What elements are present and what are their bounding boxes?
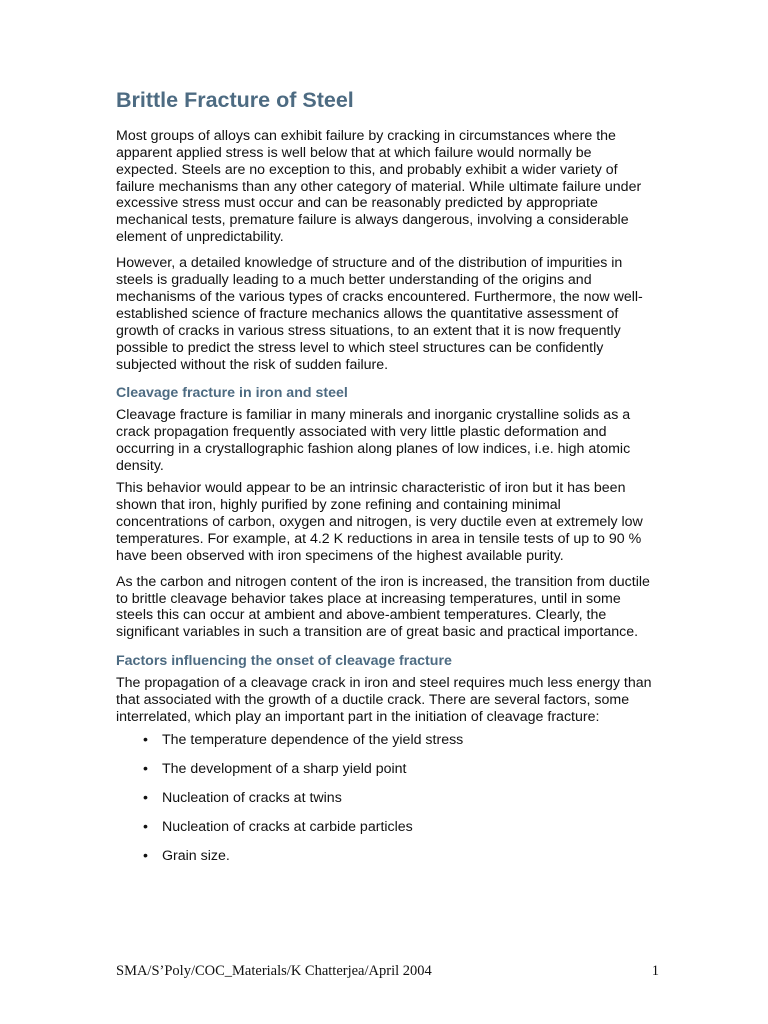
- list-item: [116, 848, 656, 865]
- cleavage-paragraph-2: This behavior would appear to be an intrinsic characteristic of iron but it has been shown that iron, highly purified by zone refining and containing minimal concentrations of carbon, oxygen and nitrogen, is very ductile even at extremely low temperatures. For example, at 4.2 K reductions in area in tensile tests of up to 90 % have been observed with iron specimens of the highest available purity.: [116, 480, 643, 564]
- bullet-icon: •: [143, 789, 148, 806]
- page-title: Brittle Fracture of Steel: [116, 88, 354, 112]
- page-number: 1: [651, 963, 659, 979]
- bullet-icon: •: [143, 847, 148, 864]
- factors-paragraph: The propagation of a cleavage crack in iron and steel requires much less energy than that associated with the growth of a ductile crack. There are several factors, some interrelated, which play an important part in the initiation of cleavage fracture:: [116, 675, 652, 726]
- footer-citation: SMA/S’Poly/COC_Materials/K Chatterjea/April 2004: [116, 963, 432, 979]
- list-item-text: Grain size.: [162, 847, 230, 864]
- cleavage-paragraph-3: As the carbon and nitrogen content of the iron is increased, the transition from ductile to brittle cleavage behavior takes place at increasing temperatures, until in some steels this can occur at ambient and above-ambient temperatures. Clearly, the significant variables in such a transition are of great basic and practical importance.: [116, 573, 650, 641]
- document-page: [116, 88, 656, 877]
- list-item-text: Nucleation of cracks at carbide particles: [162, 818, 413, 835]
- cleavage-paragraph-1: Cleavage fracture is familiar in many minerals and inorganic crystalline solids as a crack propagation frequently associated with very little plastic deformation and occurring in a crystallographic fashion along planes of low indices, i.e. high atomic density.: [116, 407, 631, 475]
- bullet-icon: •: [143, 818, 148, 835]
- section-heading-cleavage: Cleavage fracture in iron and steel: [116, 385, 348, 402]
- factors-list: [116, 732, 656, 865]
- bullet-icon: •: [143, 760, 148, 777]
- bullet-icon: •: [143, 731, 148, 748]
- list-item-text: The development of a sharp yield point: [162, 760, 407, 777]
- list-item: [116, 732, 656, 749]
- intro-paragraph-2: However, a detailed knowledge of structure and of the distribution of impurities in steels is gradually leading to a much better understanding of the origins and mechanisms of the various types of cracks encountered. Furthermore, the now well-established science of fracture mechanics allows the quantitative assessment of growth of cracks in various stress situations, to an extent that it is now frequently possible to predict the stress level to which steel structures can be confidently subjected without the risk of sudden failure.: [116, 255, 643, 373]
- list-item: [116, 761, 656, 778]
- list-item: [116, 819, 656, 836]
- list-item-text: The temperature dependence of the yield stress: [162, 731, 464, 748]
- list-item-text: Nucleation of cracks at twins: [162, 789, 342, 806]
- section-heading-factors: Factors influencing the onset of cleavage fracture: [116, 653, 452, 670]
- list-item: [116, 790, 656, 807]
- intro-paragraph-1: Most groups of alloys can exhibit failure by cracking in circumstances where the apparent applied stress is well below that at which failure would normally be expected. Steels are no exception to this, and probably exhibit a wider variety of failure mechanisms than any other category of material. While ultimate failure under excessive stress must occur and can be reasonably predicted by appropriate mechanical tests, premature failure is always dangerous, involving a considerable element of unpredictability.: [116, 127, 642, 246]
